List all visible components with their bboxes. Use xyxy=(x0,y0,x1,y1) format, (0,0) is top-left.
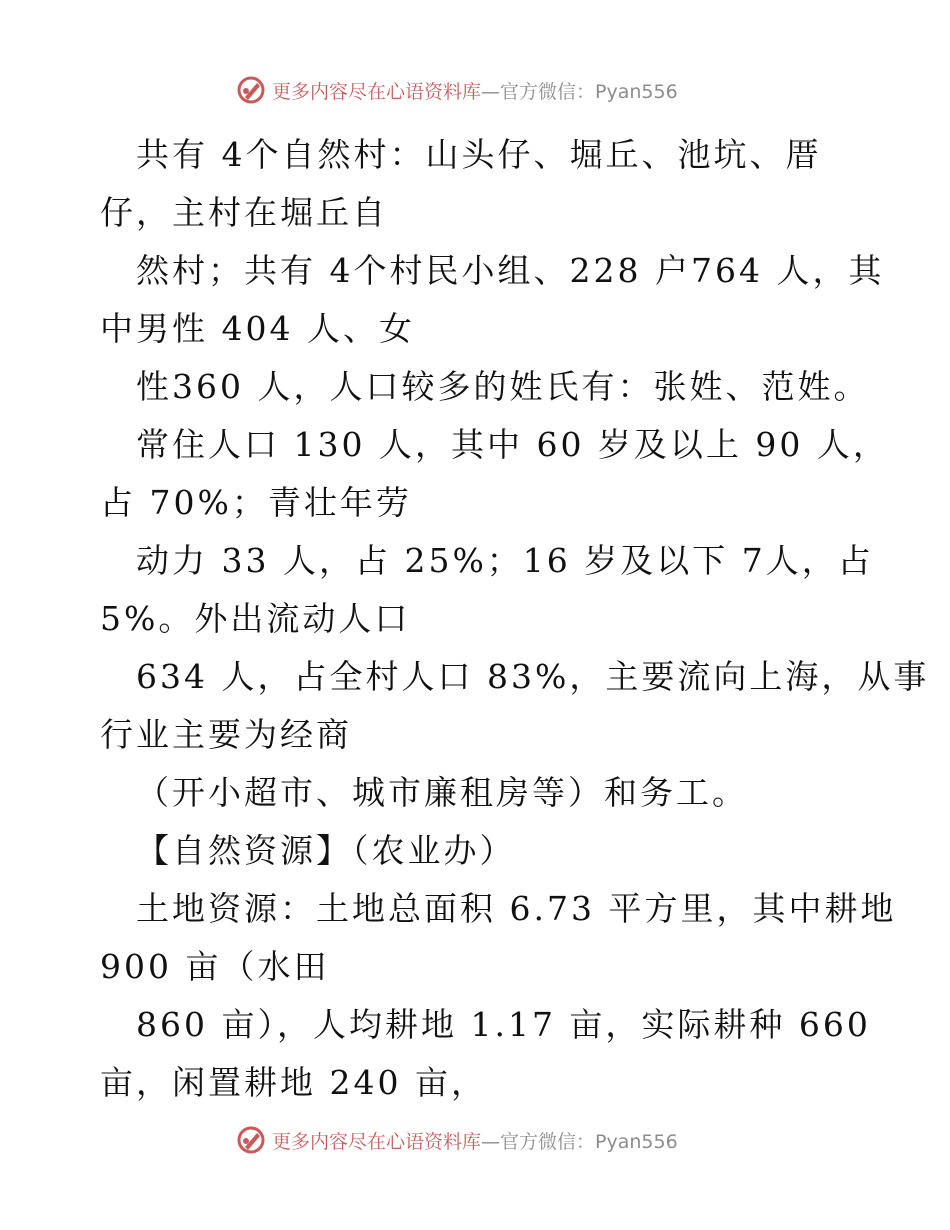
footer-brand: 更多内容尽在心语资料库 xyxy=(272,1130,482,1153)
body-line: 860 亩），人均耕地 1.17 亩，实际耕种 660 xyxy=(136,1005,871,1044)
pen-in-circle-icon xyxy=(236,75,266,105)
footer-dash: — xyxy=(481,1130,501,1153)
header-text xyxy=(272,77,678,104)
footer-text xyxy=(272,1127,678,1154)
footer-wechat: 官方微信：Pyan556 xyxy=(500,1130,678,1153)
body-line: 常住人口 130 人，其中 60 岁及以上 90 人， xyxy=(136,425,889,464)
body-line: 占 70%；青壮年劳 xyxy=(100,483,412,522)
body-line: 5%。外出流动人口 xyxy=(100,599,411,638)
body-line: 仔，主村在堀丘自 xyxy=(100,193,388,232)
body-line: 共有 4个自然村：山头仔、堀丘、池坑、厝 xyxy=(136,135,822,174)
footer-banner xyxy=(236,1122,756,1158)
body-line: （开小超市、城市廉租房等）和务工。 xyxy=(136,773,748,812)
body-line: 900 亩（水田 xyxy=(100,947,330,986)
header-brand: 更多内容尽在心语资料库 xyxy=(272,80,482,103)
body-line: 土地资源：土地总面积 6.73 平方里，其中耕地 xyxy=(136,889,897,928)
body-line: 性360 人，人口较多的姓氏有：张姓、范姓。 xyxy=(136,367,870,406)
body-line: 动力 33 人，占 25%；16 岁及以下 7人，占 xyxy=(136,541,874,580)
document-body xyxy=(100,126,930,1112)
body-line: 中男性 404 人、女 xyxy=(100,309,415,348)
body-line: 行业主要为经商 xyxy=(100,715,352,754)
header-banner xyxy=(236,72,756,108)
header-wechat: 官方微信：Pyan556 xyxy=(500,80,678,103)
section-heading: 【自然资源】（农业办） xyxy=(136,831,516,870)
header-dash: — xyxy=(481,80,501,103)
pen-in-circle-icon xyxy=(236,1125,266,1155)
body-line: 634 人，占全村人口 83%，主要流向上海，从事 xyxy=(136,657,930,696)
body-line: 然村；共有 4个村民小组、228 户764 人，其 xyxy=(136,251,885,290)
body-line: 亩，闲置耕地 240 亩， xyxy=(100,1063,487,1102)
